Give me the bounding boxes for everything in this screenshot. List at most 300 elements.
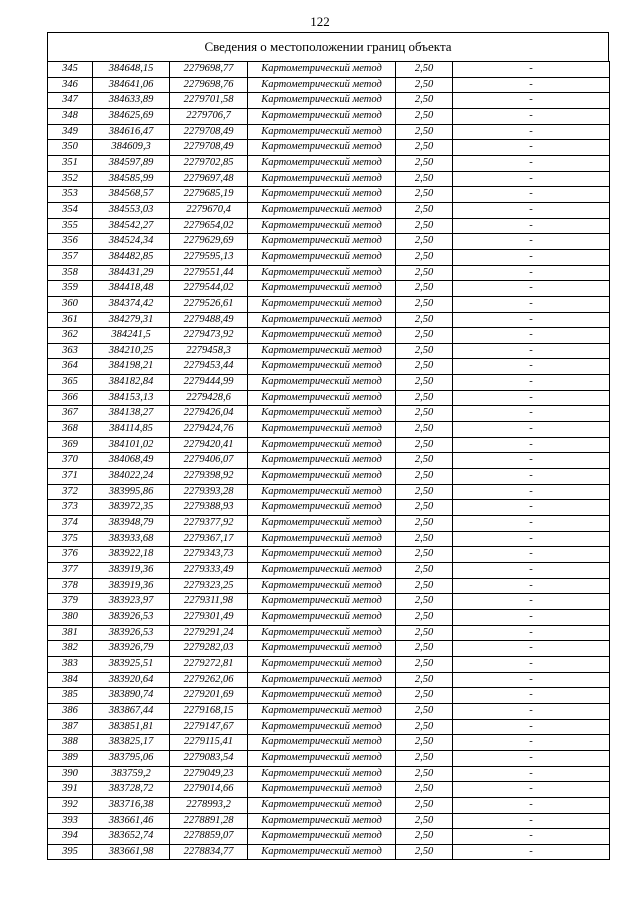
table-row (48, 750, 610, 766)
table-row (48, 609, 610, 625)
method-cell: Картометрический метод (248, 453, 396, 469)
table-row (48, 688, 610, 704)
table-title: Сведения о местоположении границ объекта (47, 32, 609, 61)
accuracy-cell: 2,50 (396, 563, 453, 579)
method-cell: Картометрический метод (248, 265, 396, 281)
description-cell: - (453, 249, 610, 265)
y-coordinate-cell: 2279654,02 (170, 218, 248, 234)
accuracy-cell: 2,50 (396, 578, 453, 594)
table-row (48, 844, 610, 860)
method-cell: Картометрический метод (248, 672, 396, 688)
description-cell: - (453, 547, 610, 563)
method-cell: Картометрический метод (248, 469, 396, 485)
y-coordinate-cell: 2279444,99 (170, 375, 248, 391)
description-cell: - (453, 406, 610, 422)
method-cell: Картометрический метод (248, 735, 396, 751)
y-coordinate-cell: 2279488,49 (170, 312, 248, 328)
table-row (48, 202, 610, 218)
y-coordinate-cell: 2279388,93 (170, 500, 248, 516)
accuracy-cell: 2,50 (396, 688, 453, 704)
accuracy-cell: 2,50 (396, 187, 453, 203)
table-row (48, 437, 610, 453)
x-coordinate-cell: 384279,31 (93, 312, 170, 328)
point-number-cell: 373 (48, 500, 93, 516)
x-coordinate-cell: 383728,72 (93, 782, 170, 798)
description-cell: - (453, 108, 610, 124)
x-coordinate-cell: 383926,79 (93, 641, 170, 657)
y-coordinate-cell: 2279473,92 (170, 328, 248, 344)
description-cell: - (453, 672, 610, 688)
point-number-cell: 347 (48, 93, 93, 109)
y-coordinate-cell: 2279424,76 (170, 422, 248, 438)
x-coordinate-cell: 383795,06 (93, 750, 170, 766)
table-row (48, 578, 610, 594)
coordinates-table (47, 61, 610, 860)
method-cell: Картометрический метод (248, 578, 396, 594)
description-cell: - (453, 469, 610, 485)
x-coordinate-cell: 384625,69 (93, 108, 170, 124)
y-coordinate-cell: 2279544,02 (170, 281, 248, 297)
x-coordinate-cell: 384568,57 (93, 187, 170, 203)
method-cell: Картометрический метод (248, 516, 396, 532)
point-number-cell: 350 (48, 140, 93, 156)
y-coordinate-cell: 2279685,19 (170, 187, 248, 203)
y-coordinate-cell: 2279393,28 (170, 484, 248, 500)
x-coordinate-cell: 384431,29 (93, 265, 170, 281)
accuracy-cell: 2,50 (396, 62, 453, 78)
table-row (48, 453, 610, 469)
point-number-cell: 370 (48, 453, 93, 469)
accuracy-cell: 2,50 (396, 766, 453, 782)
y-coordinate-cell: 2279458,3 (170, 343, 248, 359)
table-row (48, 469, 610, 485)
method-cell: Картометрический метод (248, 766, 396, 782)
table-row (48, 93, 610, 109)
y-coordinate-cell: 2279377,92 (170, 516, 248, 532)
method-cell: Картометрический метод (248, 140, 396, 156)
x-coordinate-cell: 383652,74 (93, 829, 170, 845)
x-coordinate-cell: 383759,2 (93, 766, 170, 782)
table-row (48, 672, 610, 688)
table-row (48, 594, 610, 610)
y-coordinate-cell: 2279708,49 (170, 124, 248, 140)
table-row (48, 281, 610, 297)
description-cell: - (453, 140, 610, 156)
x-coordinate-cell: 384418,48 (93, 281, 170, 297)
table-row (48, 77, 610, 93)
point-number-cell: 358 (48, 265, 93, 281)
accuracy-cell: 2,50 (396, 844, 453, 860)
x-coordinate-cell: 384210,25 (93, 343, 170, 359)
point-number-cell: 385 (48, 688, 93, 704)
point-number-cell: 392 (48, 797, 93, 813)
description-cell: - (453, 703, 610, 719)
x-coordinate-cell: 384641,06 (93, 77, 170, 93)
method-cell: Картометрический метод (248, 500, 396, 516)
method-cell: Картометрический метод (248, 719, 396, 735)
method-cell: Картометрический метод (248, 750, 396, 766)
table-row (48, 703, 610, 719)
table-row (48, 516, 610, 532)
method-cell: Картометрический метод (248, 406, 396, 422)
description-cell: - (453, 202, 610, 218)
table-row (48, 328, 610, 344)
accuracy-cell: 2,50 (396, 547, 453, 563)
x-coordinate-cell: 383661,98 (93, 844, 170, 860)
x-coordinate-cell: 384182,84 (93, 375, 170, 391)
accuracy-cell: 2,50 (396, 406, 453, 422)
description-cell: - (453, 844, 610, 860)
method-cell: Картометрический метод (248, 390, 396, 406)
point-number-cell: 377 (48, 563, 93, 579)
point-number-cell: 354 (48, 202, 93, 218)
description-cell: - (453, 343, 610, 359)
point-number-cell: 364 (48, 359, 93, 375)
accuracy-cell: 2,50 (396, 108, 453, 124)
y-coordinate-cell: 2279406,07 (170, 453, 248, 469)
accuracy-cell: 2,50 (396, 829, 453, 845)
accuracy-cell: 2,50 (396, 140, 453, 156)
accuracy-cell: 2,50 (396, 500, 453, 516)
y-coordinate-cell: 2279147,67 (170, 719, 248, 735)
y-coordinate-cell: 2279426,04 (170, 406, 248, 422)
accuracy-cell: 2,50 (396, 594, 453, 610)
description-cell: - (453, 516, 610, 532)
accuracy-cell: 2,50 (396, 719, 453, 735)
point-number-cell: 380 (48, 609, 93, 625)
point-number-cell: 383 (48, 656, 93, 672)
table-row (48, 500, 610, 516)
accuracy-cell: 2,50 (396, 281, 453, 297)
method-cell: Картометрический метод (248, 312, 396, 328)
point-number-cell: 387 (48, 719, 93, 735)
x-coordinate-cell: 384597,89 (93, 155, 170, 171)
method-cell: Картометрический метод (248, 343, 396, 359)
table-row (48, 171, 610, 187)
x-coordinate-cell: 384609,3 (93, 140, 170, 156)
method-cell: Картометрический метод (248, 437, 396, 453)
description-cell: - (453, 797, 610, 813)
table-row (48, 265, 610, 281)
point-number-cell: 371 (48, 469, 93, 485)
accuracy-cell: 2,50 (396, 656, 453, 672)
table-row (48, 187, 610, 203)
point-number-cell: 376 (48, 547, 93, 563)
x-coordinate-cell: 383867,44 (93, 703, 170, 719)
method-cell: Картометрический метод (248, 77, 396, 93)
accuracy-cell: 2,50 (396, 93, 453, 109)
point-number-cell: 394 (48, 829, 93, 845)
x-coordinate-cell: 384524,34 (93, 234, 170, 250)
accuracy-cell: 2,50 (396, 265, 453, 281)
description-cell: - (453, 656, 610, 672)
accuracy-cell: 2,50 (396, 782, 453, 798)
method-cell: Картометрический метод (248, 563, 396, 579)
point-number-cell: 356 (48, 234, 93, 250)
description-cell: - (453, 281, 610, 297)
accuracy-cell: 2,50 (396, 797, 453, 813)
point-number-cell: 372 (48, 484, 93, 500)
accuracy-cell: 2,50 (396, 343, 453, 359)
y-coordinate-cell: 2279262,06 (170, 672, 248, 688)
accuracy-cell: 2,50 (396, 484, 453, 500)
y-coordinate-cell: 2279526,61 (170, 296, 248, 312)
method-cell: Картометрический метод (248, 829, 396, 845)
table-row (48, 296, 610, 312)
x-coordinate-cell: 384101,02 (93, 437, 170, 453)
point-number-cell: 384 (48, 672, 93, 688)
y-coordinate-cell: 2279083,54 (170, 750, 248, 766)
point-number-cell: 355 (48, 218, 93, 234)
table-row (48, 563, 610, 579)
method-cell: Картометрический метод (248, 594, 396, 610)
description-cell: - (453, 641, 610, 657)
y-coordinate-cell: 2279701,58 (170, 93, 248, 109)
method-cell: Картометрический метод (248, 281, 396, 297)
description-cell: - (453, 625, 610, 641)
point-number-cell: 367 (48, 406, 93, 422)
point-number-cell: 390 (48, 766, 93, 782)
table-row (48, 735, 610, 751)
table-row (48, 547, 610, 563)
x-coordinate-cell: 383716,38 (93, 797, 170, 813)
x-coordinate-cell: 383661,46 (93, 813, 170, 829)
table-row (48, 766, 610, 782)
table-row (48, 484, 610, 500)
y-coordinate-cell: 2279115,41 (170, 735, 248, 751)
method-cell: Картометрический метод (248, 218, 396, 234)
table-row (48, 62, 610, 78)
y-coordinate-cell: 2279367,17 (170, 531, 248, 547)
accuracy-cell: 2,50 (396, 124, 453, 140)
x-coordinate-cell: 383995,86 (93, 484, 170, 500)
method-cell: Картометрический метод (248, 484, 396, 500)
y-coordinate-cell: 2279708,49 (170, 140, 248, 156)
method-cell: Картометрический метод (248, 609, 396, 625)
accuracy-cell: 2,50 (396, 359, 453, 375)
point-number-cell: 365 (48, 375, 93, 391)
accuracy-cell: 2,50 (396, 609, 453, 625)
point-number-cell: 361 (48, 312, 93, 328)
description-cell: - (453, 296, 610, 312)
x-coordinate-cell: 383925,51 (93, 656, 170, 672)
table-row (48, 375, 610, 391)
table-row (48, 124, 610, 140)
method-cell: Картометрический метод (248, 797, 396, 813)
y-coordinate-cell: 2279323,25 (170, 578, 248, 594)
accuracy-cell: 2,50 (396, 813, 453, 829)
accuracy-cell: 2,50 (396, 249, 453, 265)
y-coordinate-cell: 2279428,6 (170, 390, 248, 406)
description-cell: - (453, 155, 610, 171)
point-number-cell: 369 (48, 437, 93, 453)
point-number-cell: 359 (48, 281, 93, 297)
method-cell: Картометрический метод (248, 108, 396, 124)
description-cell: - (453, 328, 610, 344)
x-coordinate-cell: 383926,53 (93, 625, 170, 641)
method-cell: Картометрический метод (248, 375, 396, 391)
x-coordinate-cell: 384482,85 (93, 249, 170, 265)
description-cell: - (453, 719, 610, 735)
description-cell: - (453, 124, 610, 140)
description-cell: - (453, 218, 610, 234)
point-number-cell: 393 (48, 813, 93, 829)
method-cell: Картометрический метод (248, 547, 396, 563)
accuracy-cell: 2,50 (396, 202, 453, 218)
description-cell: - (453, 437, 610, 453)
accuracy-cell: 2,50 (396, 296, 453, 312)
x-coordinate-cell: 384241,5 (93, 328, 170, 344)
method-cell: Картометрический метод (248, 155, 396, 171)
method-cell: Картометрический метод (248, 234, 396, 250)
point-number-cell: 388 (48, 735, 93, 751)
method-cell: Картометрический метод (248, 187, 396, 203)
accuracy-cell: 2,50 (396, 453, 453, 469)
y-coordinate-cell: 2279201,69 (170, 688, 248, 704)
point-number-cell: 368 (48, 422, 93, 438)
table-row (48, 719, 610, 735)
x-coordinate-cell: 384374,42 (93, 296, 170, 312)
y-coordinate-cell: 2279291,24 (170, 625, 248, 641)
y-coordinate-cell: 2278859,07 (170, 829, 248, 845)
y-coordinate-cell: 2279670,4 (170, 202, 248, 218)
y-coordinate-cell: 2278891,28 (170, 813, 248, 829)
method-cell: Картометрический метод (248, 844, 396, 860)
description-cell: - (453, 234, 610, 250)
table-row (48, 218, 610, 234)
accuracy-cell: 2,50 (396, 703, 453, 719)
point-number-cell: 360 (48, 296, 93, 312)
accuracy-cell: 2,50 (396, 625, 453, 641)
description-cell: - (453, 422, 610, 438)
point-number-cell: 375 (48, 531, 93, 547)
y-coordinate-cell: 2279698,77 (170, 62, 248, 78)
y-coordinate-cell: 2279311,98 (170, 594, 248, 610)
method-cell: Картометрический метод (248, 782, 396, 798)
point-number-cell: 362 (48, 328, 93, 344)
table-row (48, 656, 610, 672)
accuracy-cell: 2,50 (396, 437, 453, 453)
accuracy-cell: 2,50 (396, 375, 453, 391)
accuracy-cell: 2,50 (396, 750, 453, 766)
y-coordinate-cell: 2279595,13 (170, 249, 248, 265)
x-coordinate-cell: 383825,17 (93, 735, 170, 751)
point-number-cell: 389 (48, 750, 93, 766)
accuracy-cell: 2,50 (396, 312, 453, 328)
description-cell: - (453, 484, 610, 500)
x-coordinate-cell: 383948,79 (93, 516, 170, 532)
method-cell: Картометрический метод (248, 813, 396, 829)
accuracy-cell: 2,50 (396, 516, 453, 532)
y-coordinate-cell: 2279333,49 (170, 563, 248, 579)
x-coordinate-cell: 384553,03 (93, 202, 170, 218)
method-cell: Картометрический метод (248, 531, 396, 547)
point-number-cell: 378 (48, 578, 93, 594)
y-coordinate-cell: 2279398,92 (170, 469, 248, 485)
accuracy-cell: 2,50 (396, 531, 453, 547)
accuracy-cell: 2,50 (396, 469, 453, 485)
point-number-cell: 366 (48, 390, 93, 406)
description-cell: - (453, 375, 610, 391)
y-coordinate-cell: 2279629,69 (170, 234, 248, 250)
method-cell: Картометрический метод (248, 688, 396, 704)
accuracy-cell: 2,50 (396, 218, 453, 234)
table-row (48, 343, 610, 359)
y-coordinate-cell: 2279282,03 (170, 641, 248, 657)
point-number-cell: 382 (48, 641, 93, 657)
description-cell: - (453, 750, 610, 766)
description-cell: - (453, 609, 610, 625)
accuracy-cell: 2,50 (396, 77, 453, 93)
description-cell: - (453, 312, 610, 328)
x-coordinate-cell: 384198,21 (93, 359, 170, 375)
x-coordinate-cell: 384542,27 (93, 218, 170, 234)
y-coordinate-cell: 2279343,73 (170, 547, 248, 563)
y-coordinate-cell: 2279272,81 (170, 656, 248, 672)
table-row (48, 829, 610, 845)
table-row (48, 813, 610, 829)
accuracy-cell: 2,50 (396, 735, 453, 751)
method-cell: Картометрический метод (248, 249, 396, 265)
point-number-cell: 352 (48, 171, 93, 187)
x-coordinate-cell: 383851,81 (93, 719, 170, 735)
description-cell: - (453, 453, 610, 469)
table-row (48, 249, 610, 265)
x-coordinate-cell: 383972,35 (93, 500, 170, 516)
x-coordinate-cell: 383890,74 (93, 688, 170, 704)
accuracy-cell: 2,50 (396, 234, 453, 250)
y-coordinate-cell: 2279702,85 (170, 155, 248, 171)
y-coordinate-cell: 2279698,76 (170, 77, 248, 93)
y-coordinate-cell: 2279706,7 (170, 108, 248, 124)
description-cell: - (453, 813, 610, 829)
table-row (48, 531, 610, 547)
method-cell: Картометрический метод (248, 656, 396, 672)
x-coordinate-cell: 383926,53 (93, 609, 170, 625)
description-cell: - (453, 735, 610, 751)
description-cell: - (453, 500, 610, 516)
point-number-cell: 391 (48, 782, 93, 798)
method-cell: Картометрический метод (248, 171, 396, 187)
method-cell: Картометрический метод (248, 703, 396, 719)
table-row (48, 625, 610, 641)
x-coordinate-cell: 384138,27 (93, 406, 170, 422)
y-coordinate-cell: 2279420,41 (170, 437, 248, 453)
table-row (48, 390, 610, 406)
y-coordinate-cell: 2279551,44 (170, 265, 248, 281)
table-row (48, 406, 610, 422)
description-cell: - (453, 829, 610, 845)
method-cell: Картометрический метод (248, 359, 396, 375)
y-coordinate-cell: 2278834,77 (170, 844, 248, 860)
table-row (48, 234, 610, 250)
x-coordinate-cell: 384153,13 (93, 390, 170, 406)
description-cell: - (453, 359, 610, 375)
point-number-cell: 386 (48, 703, 93, 719)
x-coordinate-cell: 384616,47 (93, 124, 170, 140)
table-row (48, 641, 610, 657)
point-number-cell: 349 (48, 124, 93, 140)
boundary-sheet (47, 32, 609, 860)
method-cell: Картометрический метод (248, 641, 396, 657)
x-coordinate-cell: 384022,24 (93, 469, 170, 485)
table-row (48, 312, 610, 328)
table-row (48, 422, 610, 438)
x-coordinate-cell: 384585,99 (93, 171, 170, 187)
point-number-cell: 345 (48, 62, 93, 78)
description-cell: - (453, 688, 610, 704)
point-number-cell: 348 (48, 108, 93, 124)
